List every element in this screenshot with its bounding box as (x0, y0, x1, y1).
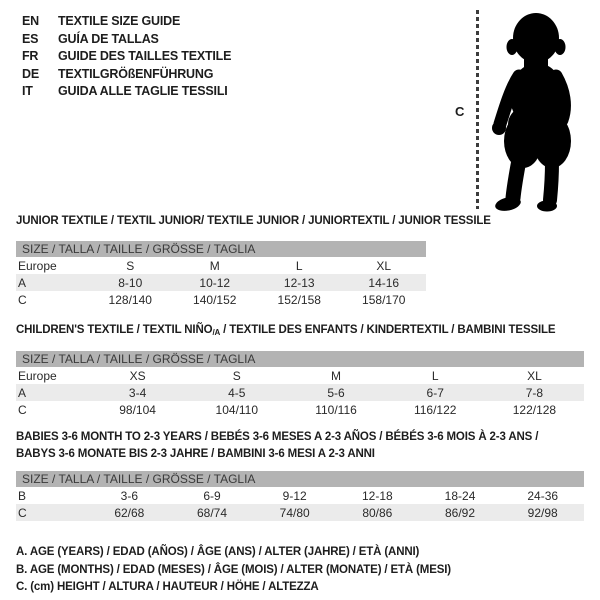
row-label: A (18, 275, 27, 290)
guide-title: GUIDE DES TAILLES TEXTILE (58, 49, 232, 63)
size-cell: XS (129, 368, 146, 383)
age-cell: 18-24 (444, 488, 476, 503)
height-cell: 152/158 (277, 292, 321, 307)
size-cell: S (232, 368, 241, 383)
table-row (16, 257, 426, 274)
guide-title: GUIDA ALLE TAGLIE TESSILI (58, 84, 228, 98)
language-row (22, 83, 231, 101)
size-cell: XL (527, 368, 542, 383)
legend-footnotes (16, 544, 584, 597)
babies-title-line1: BABIES 3-6 MONTH TO 2-3 YEARS / BEBÉS 3-6 MESES A 2-3 AÑOS / BÉBÉS 3-6 MOIS À 2-3 ANS / (16, 431, 539, 443)
guide-title: TEXTILGRÖßENFÜHRUNG (58, 66, 214, 81)
legend-line-c: C. (cm) HEIGHT / ALTURA / HAUTEUR / HÖHE / ALTEZZA (16, 581, 319, 593)
table-header-band: SIZE / TALLA / TAILLE / GRÖSSE / TAGLIA (16, 241, 426, 257)
table-row (16, 487, 584, 504)
age-cell: 10-12 (199, 275, 231, 290)
babies-section-title (16, 429, 584, 463)
language-code: IT (22, 84, 33, 98)
children-title-text: / TEXTILE DES ENFANTS / KINDERTEXTIL / BAMBINI TESSILE (220, 324, 556, 336)
guide-title: TEXTILE SIZE GUIDE (58, 14, 181, 28)
measure-label-c: C (455, 104, 465, 119)
size-cell: L (431, 368, 439, 383)
age-cell: 12-13 (283, 275, 315, 290)
size-tables-content (16, 214, 584, 597)
height-cell: 110/116 (315, 402, 357, 417)
row-label: C (18, 402, 27, 417)
guide-title: GUÍA DE TALLAS (58, 31, 159, 46)
table-row (16, 504, 584, 521)
children-section-title (16, 323, 584, 340)
age-cell: 12-18 (362, 488, 393, 503)
dashed-measure-line (476, 10, 479, 209)
table-row (16, 384, 584, 401)
language-code: DE (22, 66, 39, 81)
children-size-table (16, 351, 584, 418)
size-cell: S (126, 258, 135, 273)
height-cell: 92/98 (527, 505, 558, 520)
row-label: B (18, 488, 27, 503)
age-cell: 7-8 (525, 385, 544, 400)
height-cell: 158/170 (362, 292, 406, 307)
size-cell: M (331, 368, 341, 383)
height-cell: 128/140 (108, 292, 152, 307)
height-cell: 74/80 (279, 505, 310, 520)
height-cell: 86/92 (445, 505, 476, 520)
height-measure-figure (455, 8, 589, 214)
age-cell: 4-5 (228, 385, 246, 400)
language-code: EN (22, 14, 39, 28)
language-row (22, 48, 231, 66)
age-cell: 24-36 (527, 488, 559, 503)
language-row (22, 13, 231, 31)
row-label: Europe (18, 368, 57, 383)
height-cell: 104/110 (215, 402, 259, 417)
height-cell: 80/86 (362, 505, 393, 520)
age-cell: 3-6 (120, 488, 138, 503)
babies-size-table (16, 471, 584, 521)
babies-title-line2: BABYS 3-6 MONATE BIS 2-3 JAHRE / BAMBINI 3-6 MESI A 2-3 ANNI (16, 448, 375, 460)
height-cell: 62/68 (114, 505, 145, 520)
legend-line-a: A. AGE (YEARS) / EDAD (AÑOS) / ÂGE (ANS) / ALTER (JAHRE) / ETÀ (ANNI) (16, 546, 420, 558)
table-row (16, 274, 426, 291)
toddler-silhouette-icon (486, 8, 587, 212)
table-header-band: SIZE / TALLA / TAILLE / GRÖSSE / TAGLIA (16, 471, 584, 487)
age-cell: 5-6 (327, 385, 345, 400)
row-label: A (18, 385, 27, 400)
age-cell: 14-16 (368, 275, 400, 290)
language-code: FR (22, 49, 39, 63)
language-code: ES (22, 31, 39, 46)
row-label: C (18, 292, 27, 307)
children-title-text: CHILDREN'S TEXTILE / TEXTIL NIÑO (16, 324, 213, 336)
age-cell: 8-10 (118, 275, 143, 290)
age-cell: 3-4 (128, 385, 147, 400)
legend-line-b: B. AGE (MONTHS) / EDAD (MESES) / ÂGE (MOIS) / ALTER (MONATE) / ETÀ (MESI) (16, 563, 451, 576)
age-cell: 9-12 (282, 488, 307, 503)
language-row (22, 66, 231, 84)
age-cell: 6-7 (426, 385, 444, 400)
table-row (16, 401, 584, 418)
height-cell: 122/128 (512, 402, 557, 417)
language-title-list (22, 13, 231, 101)
height-cell: 140/152 (193, 292, 237, 307)
height-cell: 116/122 (413, 402, 457, 417)
table-header-band: SIZE / TALLA / TAILLE / GRÖSSE / TAGLIA (16, 351, 584, 367)
height-cell: 68/74 (196, 505, 228, 520)
junior-size-table (16, 241, 426, 308)
junior-section-title: JUNIOR TEXTILE / TEXTIL JUNIOR/ TEXTILE JUNIOR / JUNIORTEXTIL / JUNIOR TESSILE (16, 215, 491, 227)
language-row (22, 31, 231, 49)
children-title-subscript: /A (212, 328, 221, 337)
age-cell: 6-9 (203, 488, 221, 503)
table-row (16, 367, 584, 384)
size-cell: XL (376, 258, 392, 273)
height-cell: 98/104 (119, 402, 156, 417)
size-cell: L (295, 258, 303, 273)
size-cell: M (209, 258, 220, 273)
row-label: Europe (18, 258, 57, 273)
table-row (16, 291, 426, 308)
row-label: C (18, 505, 27, 520)
